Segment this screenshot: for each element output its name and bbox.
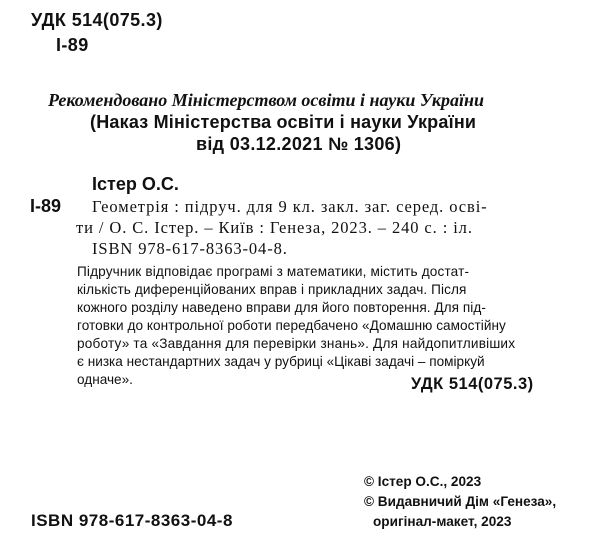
copyright-publisher: © Видавничий Дім «Генеза», — [364, 494, 557, 509]
udk-code-right: УДК 514(075.3) — [411, 375, 534, 393]
copyright-layout: оригінал-макет, 2023 — [373, 514, 512, 529]
copyright-author: © Істер О.С., 2023 — [364, 474, 482, 489]
annotation-line: роботу» та «Завдання для перевірки знань». Для найдопитливіших — [77, 336, 516, 351]
annotation-line: Підручник відповідає програмі з математики, містить достат- — [77, 264, 470, 279]
annotation-line: кількість диференційованих вправ і прикладних задач. Після — [77, 282, 467, 297]
recommendation-line: Рекомендовано Міністерством освіти і науки України — [48, 90, 485, 110]
isbn-footer: ISBN 978-617-8363-04-8 — [31, 511, 233, 530]
author-code-header: І-89 — [56, 35, 89, 55]
udk-code-header: УДК 514(075.3) — [31, 10, 163, 30]
bib-isbn: ISBN 978-617-8363-04-8. — [92, 239, 288, 258]
author-code: І-89 — [30, 196, 62, 216]
annotation-line: кожного розділу наведено вправи для його повторення. Для під- — [77, 300, 486, 315]
order-date-line: від 03.12.2021 № 1306) — [196, 134, 402, 154]
annotation-line: одначе». — [77, 372, 133, 387]
annotation-line: готовки до контрольної роботи передбачено «Домашню самостійну — [77, 318, 506, 333]
bib-description-line: Геометрія : підруч. для 9 кл. закл. заг. серед. осві- — [92, 197, 488, 216]
bib-description-line: ти / О. С. Істер. – Київ : Генеза, 2023. – 240 с. : іл. — [76, 218, 473, 237]
order-line: (Наказ Міністерства освіти і науки України — [90, 112, 477, 132]
annotation-line: є низка нестандартних задач у рубриці «Цікаві задачі – поміркуй — [77, 354, 485, 369]
author-name: Істер О.С. — [92, 174, 179, 194]
